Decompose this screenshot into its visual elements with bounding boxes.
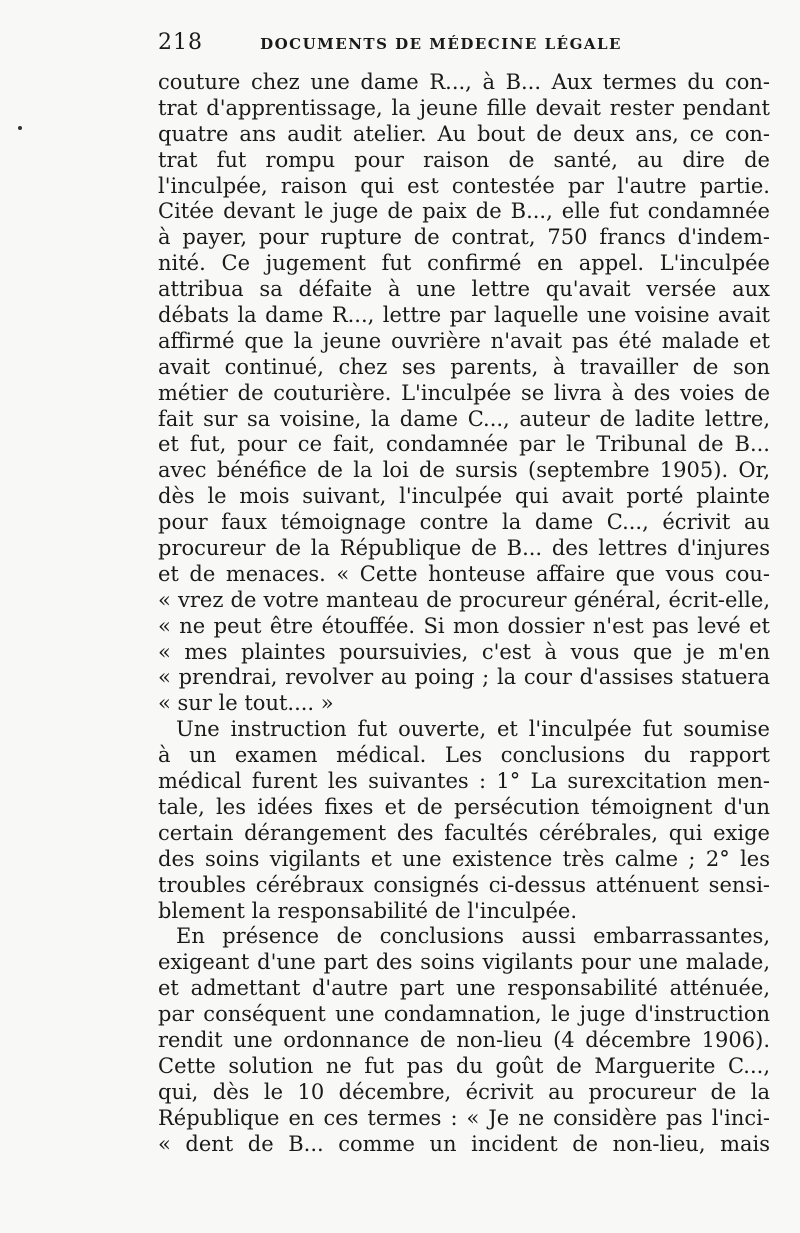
text-line: « ne peut être étouffée. Si mon dossier n'est pas levé et	[158, 613, 770, 638]
page-number: 218	[158, 30, 203, 55]
text-line: attribua sa défaite à une lettre qu'avait versée aux	[158, 277, 770, 302]
text-line: quatre ans audit atelier. Au bout de deux ans, ce con-	[158, 121, 770, 146]
text-line: avec bénéfice de la loi de sursis (septembre 1905). Or,	[158, 458, 770, 483]
text-line: affirmé que la jeune ouvrière n'avait pas été malade et	[158, 328, 770, 353]
text-line: blement la responsabilité de l'inculpée.	[158, 898, 578, 923]
text-line: En présence de conclusions aussi embarrassantes,	[176, 924, 770, 949]
text-line: « sur le tout.... »	[158, 691, 334, 716]
text-line: « dent de B... comme un incident de non-lieu, mais	[158, 1131, 770, 1156]
text-line: République en ces termes : « Je ne considère pas l'inci-	[158, 1105, 770, 1130]
text-line: trat d'apprentissage, la jeune fille devait rester pendant	[158, 95, 770, 120]
text-line: médical furent les suivantes : 1° La surexcitation men-	[158, 769, 770, 794]
text-line: par conséquent une condamnation, le juge d'instruction	[158, 1002, 770, 1027]
text-line: débats la dame R..., lettre par laquelle une voisine avait	[158, 303, 770, 328]
text-line: l'inculpée, raison qui est contestée par l'autre partie.	[158, 173, 770, 198]
text-line: qui, dès le 10 décembre, écrivit au procureur de la	[158, 1079, 770, 1104]
text-line: « prendrai, revolver au poing ; la cour d'assises statuera	[158, 665, 770, 690]
margin-mark	[18, 126, 22, 130]
body-text	[158, 70, 770, 1157]
text-line: et fut, pour ce fait, condamnée par le Tribunal de B...	[158, 432, 770, 457]
text-line: exigeant d'une part des soins vigilants pour une malade,	[158, 950, 770, 975]
text-line: métier de couturière. L'inculpée se livra à des voies de	[158, 380, 770, 405]
text-line: rendit une ordonnance de non-lieu (4 décembre 1906).	[158, 1027, 770, 1052]
text-line: troubles cérébraux consignés ci-dessus atténuent sensi-	[158, 872, 770, 897]
text-line: dès le mois suivant, l'inculpée qui avait porté plainte	[158, 484, 770, 509]
text-line: pour faux témoignage contre la dame C..., écrivit au	[158, 510, 770, 535]
text-line: tale, les idées fixes et de persécution témoignent d'un	[158, 794, 770, 819]
page-header	[158, 30, 770, 60]
text-line: nité. Ce jugement fut confirmé en appel. L'inculpée	[158, 251, 770, 276]
text-line: Cette solution ne fut pas du goût de Marguerite C...,	[158, 1053, 770, 1078]
text-line: et de menaces. « Cette honteuse affaire que vous cou-	[158, 561, 770, 586]
text-line: « vrez de votre manteau de procureur général, écrit-elle,	[158, 587, 770, 612]
text-line: couture chez une dame R..., à B... Aux termes du con-	[158, 70, 770, 94]
text-line: certain dérangement des facultés cérébrales, qui exige	[158, 820, 770, 845]
text-line: à un examen médical. Les conclusions du rapport	[158, 743, 770, 768]
running-head: DOCUMENTS DE MÉDECINE LÉGALE	[260, 35, 622, 53]
text-line: des soins vigilants et une existence très calme ; 2° les	[158, 846, 770, 871]
text-line: Citée devant le juge de paix de B..., elle fut condamnée	[158, 199, 770, 224]
text-line: Une instruction fut ouverte, et l'inculpée fut soumise	[176, 717, 770, 742]
text-line: à payer, pour rupture de contrat, 750 francs d'indem-	[158, 225, 770, 250]
text-line: avait continué, chez ses parents, à travailler de son	[158, 354, 770, 379]
text-line: fait sur sa voisine, la dame C..., auteur de ladite lettre,	[158, 406, 770, 431]
text-line: trat fut rompu pour raison de santé, au dire de	[158, 147, 770, 172]
text-line: et admettant d'autre part une responsabilité atténuée,	[158, 976, 770, 1001]
text-line: procureur de la République de B... des lettres d'injures	[158, 536, 770, 561]
text-line: « mes plaintes poursuivies, c'est à vous que je m'en	[158, 639, 770, 664]
